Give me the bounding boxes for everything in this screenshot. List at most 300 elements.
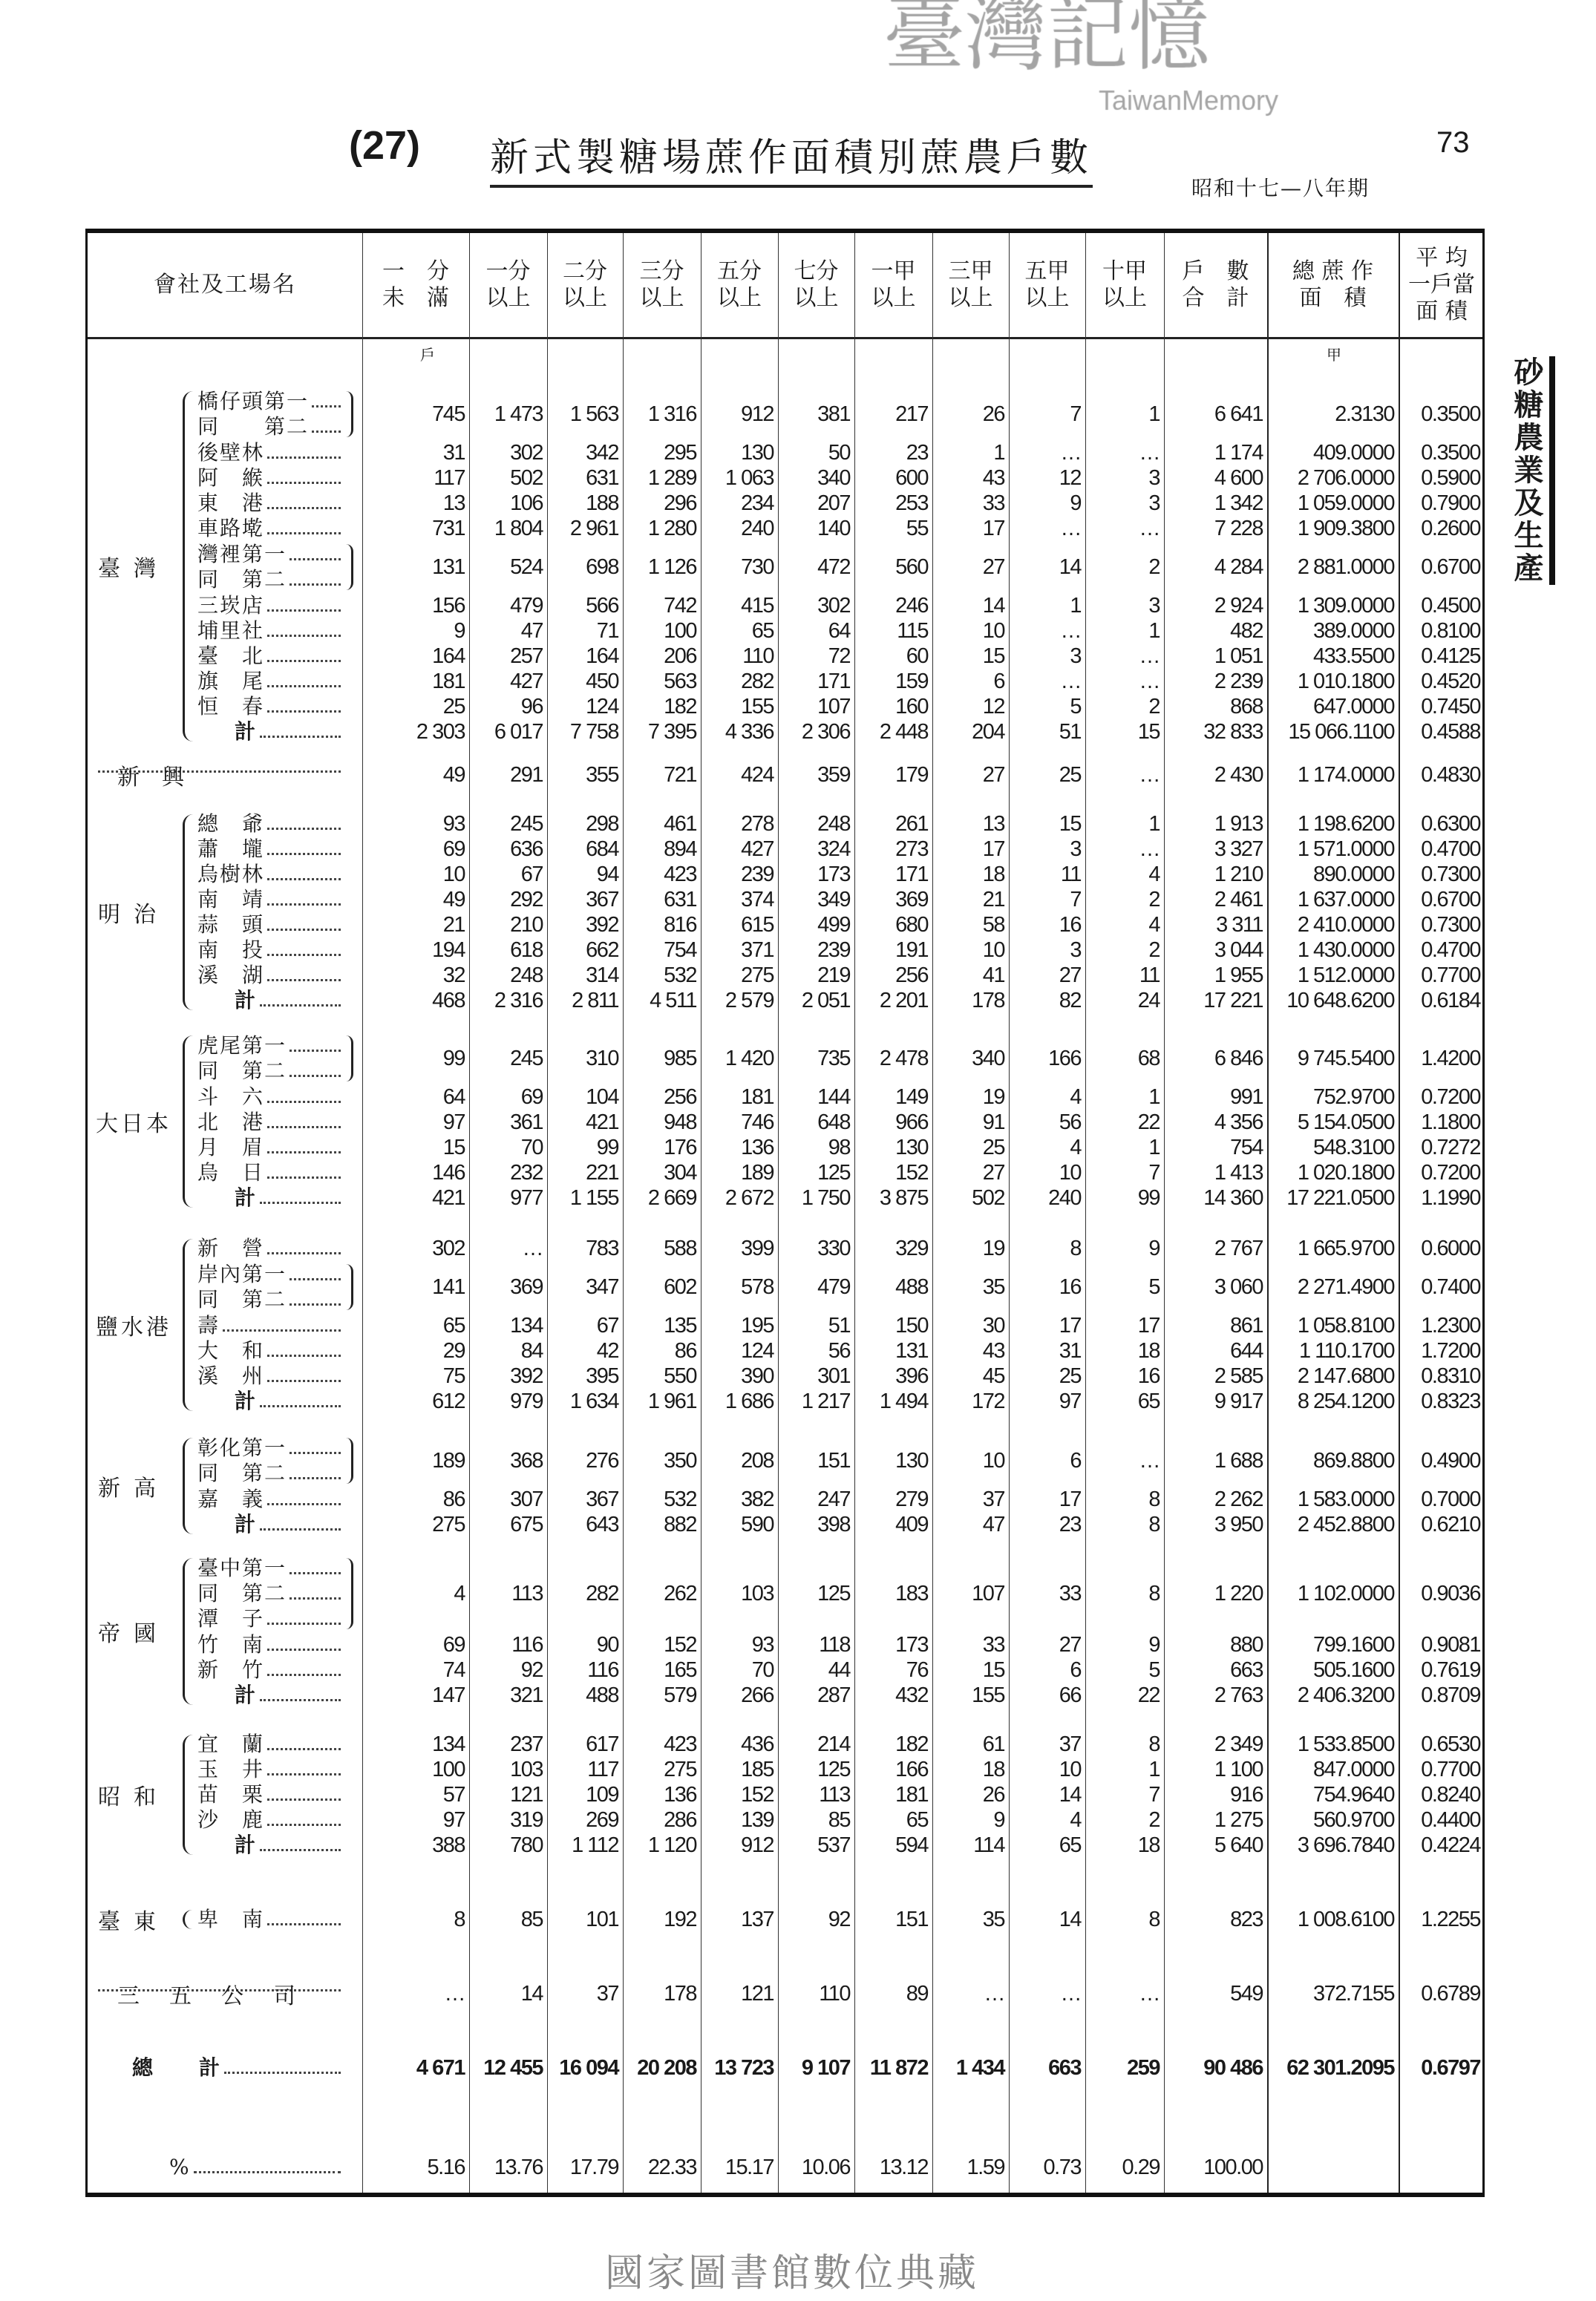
cell-value: 37 (1059, 1732, 1081, 1756)
cell-value: 1 126 (647, 554, 696, 579)
cell-value: 71 (596, 618, 618, 643)
cell-value: 248 (510, 963, 543, 987)
table-row (88, 516, 1482, 541)
cell-value: 262 (664, 1581, 696, 1606)
cell-value: 219 (817, 963, 850, 987)
cell-value: 427 (741, 837, 774, 861)
cell-value: 115 (897, 618, 928, 643)
cell-value: 1 210 (1214, 862, 1263, 886)
cell-value: 257 (510, 644, 543, 668)
cell-value: 22.33 (647, 2155, 696, 2179)
cell-value: 9 (1148, 1632, 1160, 1657)
cell-value: 113 (819, 1782, 850, 1807)
cell-value: 882 (664, 1512, 696, 1536)
factory-name (197, 887, 342, 912)
cell-value: 721 (664, 762, 696, 787)
left-brace (183, 1558, 194, 1705)
factory-name-text: 苗 栗 (197, 1782, 265, 1807)
cell-value: 171 (817, 669, 850, 693)
factory-name-text: 溪 湖 (197, 963, 265, 987)
factory-name-line (197, 887, 342, 912)
cell-value: 8 (1148, 1487, 1160, 1511)
cell-value: 0.5900 (1421, 465, 1480, 490)
cell-value: 0.6700 (1421, 554, 1480, 579)
cell-value: 273 (895, 837, 928, 861)
dot-leader (290, 1050, 341, 1052)
cell-value: 617 (586, 1732, 618, 1756)
factory-name (197, 811, 342, 837)
cell-value: 136 (741, 1135, 774, 1159)
cell-value: 11 (1060, 862, 1081, 886)
cell-value: 266 (741, 1683, 774, 1707)
factory-name-text: % (169, 2155, 191, 2179)
column-header-line: 面 積 (1416, 298, 1468, 324)
cell-value: 2 585 (1214, 1364, 1263, 1388)
cell-value: 256 (664, 1084, 696, 1109)
cell-value: 35 (982, 1274, 1004, 1299)
cell-value: 499 (817, 912, 850, 937)
cell-value: 156 (432, 593, 465, 618)
cell-value: 329 (895, 1236, 928, 1260)
factory-name (197, 1084, 342, 1110)
factory-name-line (197, 542, 342, 567)
cell-value: 8 (1070, 1236, 1081, 1260)
column-header-line: 面 積 (1299, 285, 1367, 311)
table-row (88, 1555, 1482, 1632)
factory-name-text: 同 第二 (197, 1581, 287, 1606)
dot-leader (267, 1923, 341, 1925)
table-row (88, 837, 1482, 862)
table-row (88, 1084, 1482, 1110)
cell-value: 26 (982, 1782, 1004, 1807)
column-header-line: 總 蔗 作 (1292, 258, 1374, 284)
column-divider (1085, 233, 1086, 2193)
cell-value: 237 (510, 1732, 543, 1756)
cell-value: 172 (972, 1389, 1004, 1413)
cell-value: 0.7000 (1421, 1487, 1480, 1511)
factory-name-line (197, 963, 342, 988)
cell-value: 8 254.1200 (1297, 1389, 1394, 1413)
factory-name-line (197, 988, 342, 1013)
cell-value: 234 (741, 491, 774, 515)
factory-name-text: 大 和 (197, 1338, 265, 1363)
factory-name (197, 669, 342, 694)
dot-leader (267, 609, 341, 612)
cell-value: 367 (586, 1487, 618, 1511)
column-header-line: 平 均 (1416, 245, 1468, 271)
dot-leader (267, 507, 341, 509)
cell-value: 10 (442, 862, 465, 886)
cell-value: 1 102.0000 (1297, 1581, 1394, 1606)
table-row (88, 887, 1482, 912)
factory-name-line (197, 516, 342, 541)
cell-value: 399 (741, 1236, 774, 1260)
cell-value: 11 (1139, 963, 1160, 987)
cell-value: 4 511 (650, 988, 696, 1012)
factory-name-text: 卑 南 (197, 1907, 265, 1931)
cell-value: 195 (741, 1313, 774, 1338)
cell-value: 371 (741, 937, 774, 962)
cell-value: 164 (586, 644, 618, 668)
cell-value: 259 (1127, 2055, 1160, 2080)
cell-value: 84 (520, 1338, 543, 1363)
cell-value: 240 (741, 516, 774, 540)
unit-households: 戶 (420, 346, 435, 364)
cell-value: 49 (442, 887, 465, 911)
cell-value: 868 (1230, 694, 1263, 719)
factory-name (197, 1389, 342, 1414)
cell-value: 304 (664, 1160, 696, 1185)
cell-value: 9 745.5400 (1297, 1046, 1394, 1070)
factory-name-line (197, 1487, 342, 1512)
cell-value: 2 461 (1214, 887, 1263, 911)
cell-value: 532 (664, 963, 696, 987)
cell-value: 149 (895, 1084, 928, 1109)
cell-value: 643 (586, 1512, 618, 1536)
company-name: 昭和 (98, 1784, 169, 1810)
cell-value: 69 (442, 837, 465, 861)
cell-value: … (1139, 837, 1160, 861)
cell-value: 450 (586, 669, 618, 693)
cell-value: 2 147.6800 (1297, 1364, 1394, 1388)
cell-value: 130 (895, 1448, 928, 1473)
cell-value: 0.3500 (1421, 440, 1480, 465)
cell-value: 1 316 (647, 402, 696, 426)
factory-name-text: 潭 子 (197, 1606, 265, 1631)
column-divider (362, 233, 363, 2193)
cell-value: 13 (982, 811, 1004, 836)
cell-value: 0.6530 (1421, 1732, 1480, 1756)
factory-name-line (197, 1657, 342, 1683)
cell-value: 45 (982, 1364, 1004, 1388)
cell-value: 890.0000 (1313, 862, 1394, 886)
cell-value: 0.8240 (1421, 1782, 1480, 1807)
cell-value: 1 634 (569, 1389, 618, 1413)
right-brace (346, 1035, 353, 1081)
factory-name-line (132, 2055, 342, 2081)
cell-value: 894 (664, 837, 696, 861)
cell-value: 698 (586, 554, 618, 579)
cell-value: 0.2600 (1421, 516, 1480, 540)
cell-value: 0.9081 (1421, 1632, 1480, 1657)
cell-value: 232 (510, 1160, 543, 1185)
factory-name-text: 橋仔頭第一 (197, 389, 310, 413)
factory-name (197, 593, 342, 618)
cell-value: 65 (751, 618, 774, 643)
table-row (88, 862, 1482, 887)
cell-value: 746 (741, 1110, 774, 1134)
factory-name-text: 烏 日 (197, 1160, 265, 1185)
cell-value: 1 430.0000 (1297, 937, 1394, 962)
cell-value: 799.1600 (1313, 1632, 1394, 1657)
cell-value: 60 (906, 644, 928, 668)
cell-value: 1 058.8100 (1297, 1313, 1394, 1338)
factory-name-line (197, 1364, 342, 1389)
factory-name-line (197, 465, 342, 491)
right-brace (346, 391, 353, 437)
cell-value: 524 (510, 554, 543, 579)
footer-credit: 國家圖書館數位典藏 (605, 2251, 980, 2296)
cell-value: 65 (1059, 1833, 1081, 1857)
factory-name (197, 1135, 342, 1160)
cell-value: 282 (741, 669, 774, 693)
table-row (88, 1732, 1482, 1757)
cell-value: 2 672 (725, 1185, 774, 1210)
cell-value: 1 473 (494, 402, 543, 426)
left-brace (183, 1239, 194, 1411)
factory-name (197, 1487, 342, 1512)
factory-name-text: 車路墘 (197, 516, 265, 540)
cell-value: 30 (982, 1313, 1004, 1338)
dot-leader (312, 431, 341, 433)
table-row (88, 963, 1482, 988)
factory-name (197, 618, 342, 644)
percent-row (88, 2155, 1482, 2180)
dot-leader (224, 2072, 341, 2074)
cell-value: 86 (442, 1487, 465, 1511)
page-number: 73 (1436, 126, 1470, 159)
factory-name (197, 1657, 342, 1683)
cell-value: 3 060 (1214, 1274, 1263, 1299)
cell-value: 0.4125 (1421, 644, 1480, 668)
column-header-line: 一甲 (871, 258, 916, 284)
company-name: 帝國 (98, 1621, 169, 1647)
cell-value: 56 (828, 1338, 850, 1363)
cell-value: 188 (586, 491, 618, 515)
cell-value: 152 (664, 1632, 696, 1657)
cell-value: 68 (1137, 1046, 1160, 1070)
factory-name-line (197, 1632, 342, 1657)
cell-value: 1 804 (494, 516, 543, 540)
table-row (88, 1110, 1482, 1135)
column-header-line: 以上 (871, 285, 916, 311)
cell-value: 33 (982, 1632, 1004, 1657)
company-name: 三五公司 (117, 1983, 325, 2009)
cell-value: 178 (664, 1981, 696, 2006)
cell-value: 147 (432, 1683, 465, 1707)
cell-value: 2 (1148, 887, 1160, 911)
cell-value: 90 486 (1203, 2055, 1263, 2080)
factory-name (197, 912, 342, 937)
cell-value: 1 020.1800 (1297, 1160, 1394, 1185)
factory-name-line (197, 618, 342, 644)
cell-value: 424 (741, 762, 774, 787)
table-row (88, 1657, 1482, 1683)
cell-value: 65 (442, 1313, 465, 1338)
cell-value: 2 763 (1214, 1683, 1263, 1707)
cell-value: 479 (510, 593, 543, 618)
cell-value: 146 (432, 1160, 465, 1185)
column-header-line: 以上 (563, 285, 607, 311)
cell-value: 1 637.0000 (1297, 887, 1394, 911)
cell-value: 99 (596, 1135, 618, 1159)
cell-value: 563 (664, 669, 696, 693)
cell-value: 5 (1148, 1274, 1160, 1299)
cell-value: 152 (895, 1160, 928, 1185)
factory-name (197, 719, 342, 744)
cell-value: 12 (982, 694, 1004, 719)
cell-value: 97 (1059, 1389, 1081, 1413)
factory-name (197, 1782, 342, 1807)
cell-value: 302 (432, 1236, 465, 1260)
cell-value: 1 220 (1214, 1581, 1263, 1606)
cell-value: 302 (817, 593, 850, 618)
cell-value: 113 (511, 1581, 543, 1606)
cell-value: 9 (454, 618, 465, 643)
cell-value: 0.6300 (1421, 811, 1480, 836)
cell-value: 207 (817, 491, 850, 515)
column-header-line: 以上 (639, 285, 684, 311)
cell-value: 1 100 (1214, 1757, 1263, 1781)
cell-value: 41 (982, 963, 1004, 987)
cell-value: 1 571.0000 (1297, 837, 1394, 861)
factory-name (197, 388, 342, 440)
factory-name-line (197, 1606, 342, 1631)
factory-name-line (197, 811, 342, 837)
factory-name-line (197, 837, 342, 862)
cell-value (1399, 2155, 1485, 2180)
factory-name-text: 計 (235, 1833, 258, 1857)
table-number: (27) (349, 123, 421, 168)
cell-value: 31 (1059, 1338, 1081, 1363)
cell-value: 35 (982, 1907, 1004, 1931)
factory-name (197, 862, 342, 887)
cell-value: 182 (664, 694, 696, 719)
cell-value: 109 (586, 1782, 618, 1807)
cell-value: 2 (1148, 937, 1160, 962)
cell-value: 0.7272 (1421, 1135, 1480, 1159)
cell-value: 5 (1148, 1657, 1160, 1682)
cell-value: 0.6000 (1421, 1236, 1480, 1260)
cell-value: 7 (1070, 887, 1081, 911)
cell-value: 17 (1059, 1487, 1081, 1511)
cell-value: 1 665.9700 (1297, 1236, 1394, 1260)
cell-value: 101 (586, 1907, 618, 1931)
cell-value: 176 (664, 1135, 696, 1159)
factory-name (197, 963, 342, 988)
cell-value: 0.6184 (1421, 988, 1480, 1012)
cell-value: 2 262 (1214, 1487, 1263, 1511)
cell-value: 4 (454, 1581, 465, 1606)
dot-leader (260, 1849, 341, 1851)
cell-value: 1 198.6200 (1297, 811, 1394, 836)
cell-value: 6 (1070, 1448, 1081, 1473)
dot-leader (290, 1075, 341, 1077)
cell-value: 99 (442, 1046, 465, 1070)
cell-value: 1 174 (1214, 440, 1263, 465)
cell-value: 0.4700 (1421, 837, 1480, 861)
cell-value: 70 (520, 1135, 543, 1159)
cell-value: 124 (586, 694, 618, 719)
factory-name (197, 837, 342, 862)
cell-value: 32 833 (1203, 719, 1263, 744)
right-brace (346, 544, 353, 590)
cell-value: 5 154.0500 (1297, 1110, 1394, 1134)
column-header-line: 五甲 (1024, 258, 1070, 284)
table-row (88, 811, 1482, 837)
factory-name-text: 恒 春 (197, 694, 265, 719)
factory-name-text: 同 第二 (197, 567, 287, 592)
cell-value: 181 (432, 669, 465, 693)
cell-value: 185 (741, 1757, 774, 1781)
cell-value: 342 (586, 440, 618, 465)
cell-value: 173 (817, 862, 850, 886)
cell-value: 549 (1230, 1981, 1263, 2006)
factory-name (197, 1833, 342, 1858)
table-row (88, 1435, 1482, 1487)
factory-name-line (197, 1461, 342, 1486)
cell-value: 15 (1059, 811, 1081, 836)
cell-value: 2 452.8800 (1297, 1512, 1394, 1536)
factory-name-text: 計 (235, 1512, 258, 1536)
cell-value: 16 (1059, 1274, 1081, 1299)
factory-name-line (197, 1185, 342, 1211)
factory-name-text: 臺 北 (197, 644, 265, 668)
column-header (778, 233, 854, 337)
table-row (88, 1236, 1482, 1261)
cell-value: 1.1800 (1421, 1110, 1480, 1134)
cell-value: 144 (817, 1084, 850, 1109)
column-header-line: 合 計 (1182, 285, 1249, 311)
cell-value: 82 (1059, 988, 1081, 1012)
cell-value: 85 (520, 1907, 543, 1931)
dot-leader (267, 1126, 341, 1128)
cell-value: 100.00 (1203, 2155, 1263, 2179)
cell-value: 217 (895, 402, 928, 426)
cell-value: 1 420 (725, 1046, 774, 1070)
cell-value: 662 (586, 937, 618, 962)
cell-value: 1 112 (572, 1833, 618, 1857)
cell-value: 152 (741, 1782, 774, 1807)
cell-value: 221 (586, 1160, 618, 1185)
cell-value: 684 (586, 837, 618, 861)
factory-name-line (197, 1338, 342, 1364)
cell-value: 141 (432, 1274, 465, 1299)
cell-value: 8 (1148, 1512, 1160, 1536)
cell-value: 1.2255 (1421, 1907, 1480, 1931)
factory-name (197, 440, 342, 465)
cell-value: 0.4830 (1421, 762, 1480, 787)
cell-value: 602 (664, 1274, 696, 1299)
cell-value: 191 (895, 937, 928, 962)
cell-value: 2 (1148, 694, 1160, 719)
column-header-line: 三分 (639, 258, 684, 284)
cell-value: 86 (674, 1338, 696, 1363)
table-row (88, 1757, 1482, 1782)
cell-value: 5 (1070, 694, 1081, 719)
cell-value: 372.7155 (1313, 1981, 1394, 2006)
factory-name-line (197, 1581, 342, 1606)
cell-value: 340 (972, 1046, 1004, 1070)
dot-leader (267, 1773, 341, 1775)
factory-name (197, 937, 342, 963)
cell-value: 780 (510, 1833, 543, 1857)
cell-value: 125 (817, 1160, 850, 1185)
column-header-line: 七分 (794, 258, 839, 284)
cell-value: 436 (741, 1732, 774, 1756)
column-divider (469, 233, 470, 2193)
cell-value: 18 (1137, 1833, 1160, 1857)
factory-name (197, 1807, 342, 1833)
table-row (88, 719, 1482, 744)
cell-value: 1 563 (569, 402, 618, 426)
factory-name-line (197, 1833, 342, 1858)
cell-value: 66 (1059, 1683, 1081, 1707)
cell-value: 2 303 (416, 719, 465, 744)
cell-value: 4 356 (1214, 1110, 1263, 1134)
cell-value: 114 (973, 1833, 1004, 1857)
cell-value: 2 051 (801, 988, 850, 1012)
